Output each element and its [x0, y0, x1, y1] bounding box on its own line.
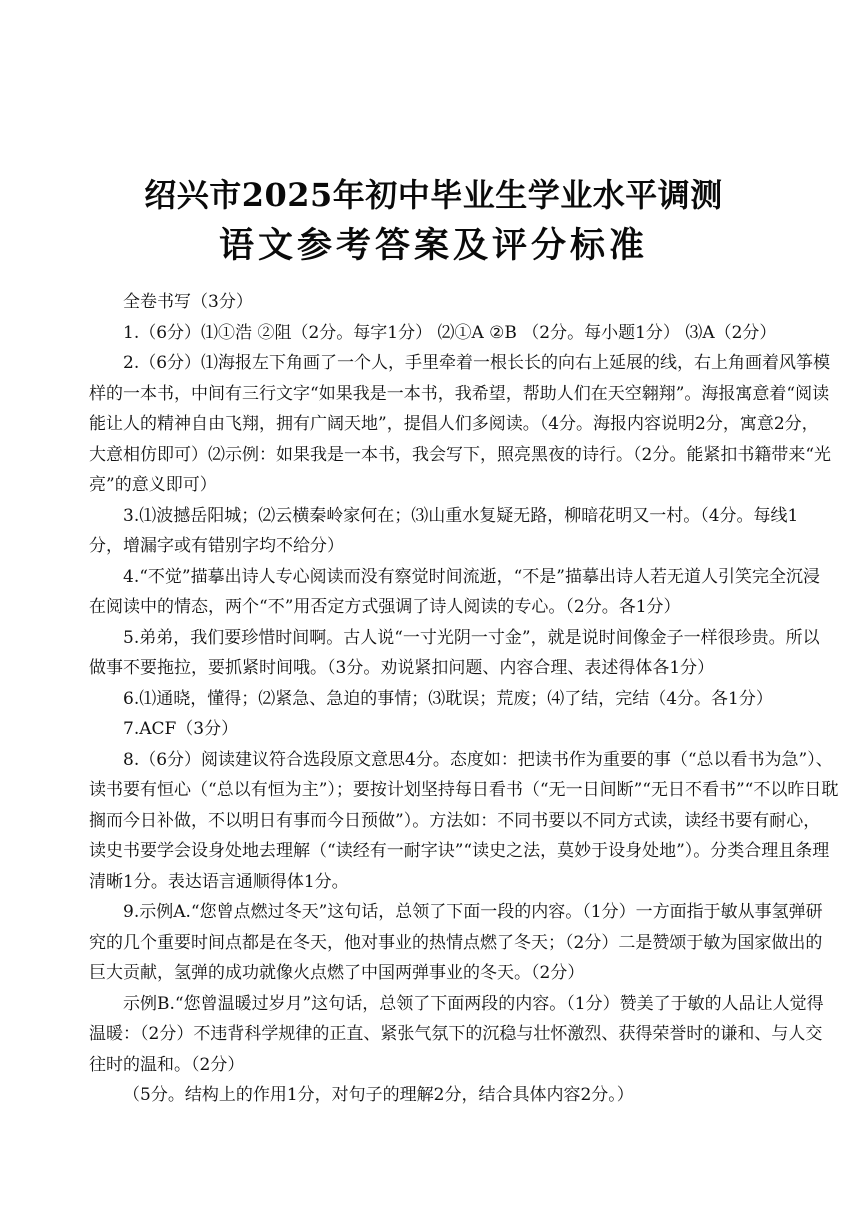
answer-body — [55, 287, 839, 1111]
answer-item-3 — [55, 501, 825, 562]
text-line: （5分。结构上的作用1分，对句子的理解2分，结合具体内容2分。） — [123, 1085, 634, 1105]
text-line: 做事不要拖拉，要抓紧时间哦。（3分。劝说紧扣问题、内容合理、表述得体各1分） — [89, 658, 715, 678]
text-line: 示例B.“您曾温暖过岁月”这句话，总领了下面两段的内容。（1分）赞美了于敏的人品让人觉得 — [123, 993, 824, 1014]
text-line: 9.示例A.“您曾点燃过冬天”这句话，总领了下面一段的内容。（1分）一方面指于敏从事氢弹研 — [123, 902, 823, 922]
answer-item-9-scoring-note — [55, 1080, 825, 1111]
document-title: 绍兴市2025年初中毕业生学业水平调测 — [144, 176, 723, 214]
text-line: 往时的温和。（2分） — [89, 1054, 245, 1075]
text-line: 分，增漏字或有错别字均不给分） — [89, 536, 344, 556]
text-line: 温暖：（2分）不违背科学规律的正直、紧张气氛下的沉稳与壮怀激烈、获得荣誉时的谦和、与人交 — [89, 1024, 823, 1044]
answer-item-2 — [55, 348, 832, 501]
answer-item-9-example-b — [55, 989, 825, 1081]
answer-item-7 — [55, 714, 825, 745]
text-line: 样的一本书，中间有三行文字“如果我是一本书，我希望，帮助人们在天空翱翔”。海报寓意着“阅读 — [89, 383, 830, 404]
text-line: 5.弟弟，我们要珍惜时间啊。古人说“一寸光阴一寸金”，就是说时间像金子一样很珍贵。所以 — [123, 627, 820, 648]
text-line: 6.⑴通晓，懂得；⑵紧急、急迫的事情；⑶耽误；荒废；⑷了结，完结（4分。各1分） — [123, 688, 773, 709]
text-line: 2.（6分）⑴海报左下角画了一个人，手里牵着一根长长的向右上延展的线，右上角画着风筝模 — [123, 353, 831, 373]
answer-item-handwriting — [55, 287, 825, 318]
text-line: 8.（6分）阅读建议符合选段原文意思4分。态度如：把读书作为重要的事（“总以看书为急”）、 — [123, 749, 833, 770]
text-line: 清晰1分。表达语言通顺得体1分。 — [89, 871, 349, 892]
answer-item-5 — [55, 623, 825, 684]
text-line: 巨大贡献，氢弹的成功就像火点燃了中国两弹事业的冬天。（2分） — [89, 963, 585, 983]
text-line: 大意相仿即可）⑵示例：如果我是一本书，我会写下，照亮黑夜的诗行。（2分。能紧扣书籍带来“光 — [89, 444, 832, 465]
text-line: 4.“不觉”描摹出诗人专心阅读而没有察觉时间流逝，“不是”描摹出诗人若无道人引笑完全沉浸 — [123, 566, 820, 587]
text-line: 能让人的精神自由飞翔，拥有广阔天地”，提倡人们多阅读。（4分。海报内容说明2分，寓意2分， — [89, 414, 819, 434]
text-line: 在阅读中的情态，两个“不”用否定方式强调了诗人阅读的专心。（2分。各1分） — [89, 597, 681, 617]
answer-item-6 — [55, 684, 825, 715]
text-line: 究的几个重要时间点都是在冬天，他对事业的热情点燃了冬天；（2分）二是赞颂于敏为国家做出的 — [89, 932, 823, 953]
text-line: 亮”的意义即可） — [89, 475, 217, 495]
answer-item-9-example-a — [55, 897, 825, 989]
answer-item-8 — [55, 745, 839, 898]
text-line: 3.⑴波撼岳阳城；⑵云横秦岭家何在；⑶山重水复疑无路，柳暗花明又一村。（4分。每线1 — [123, 505, 799, 526]
text-line: 搁而今日补做，不以明日有事而今日预做”）。方法如：不同书要以不同方式读，读经书要有耐心， — [89, 810, 821, 831]
text-line: 读书要有恒心（“总以有恒为主”）；要按计划坚持每日看书（“无一日间断”“无日不看书”“不以昨日耽 — [89, 780, 839, 800]
text-line: 7.ACF（3分） — [123, 719, 239, 739]
text-line: 1.（6分）⑴①浩 ②阻（2分。每字1分） ⑵①A ②B （2分。每小题1分） ⑶A（2分） — [123, 322, 777, 343]
answer-item-4 — [55, 562, 825, 623]
document-subtitle: 语文参考答案及评分标准 — [218, 225, 648, 266]
text-line: 全卷书写（3分） — [123, 292, 253, 312]
answer-item-1 — [55, 318, 825, 349]
text-line: 读史书要学会设身处地去理解（“读经有一耐字诀”“读史之法，莫妙于设身处地”）。分类合理且条理 — [89, 841, 830, 861]
